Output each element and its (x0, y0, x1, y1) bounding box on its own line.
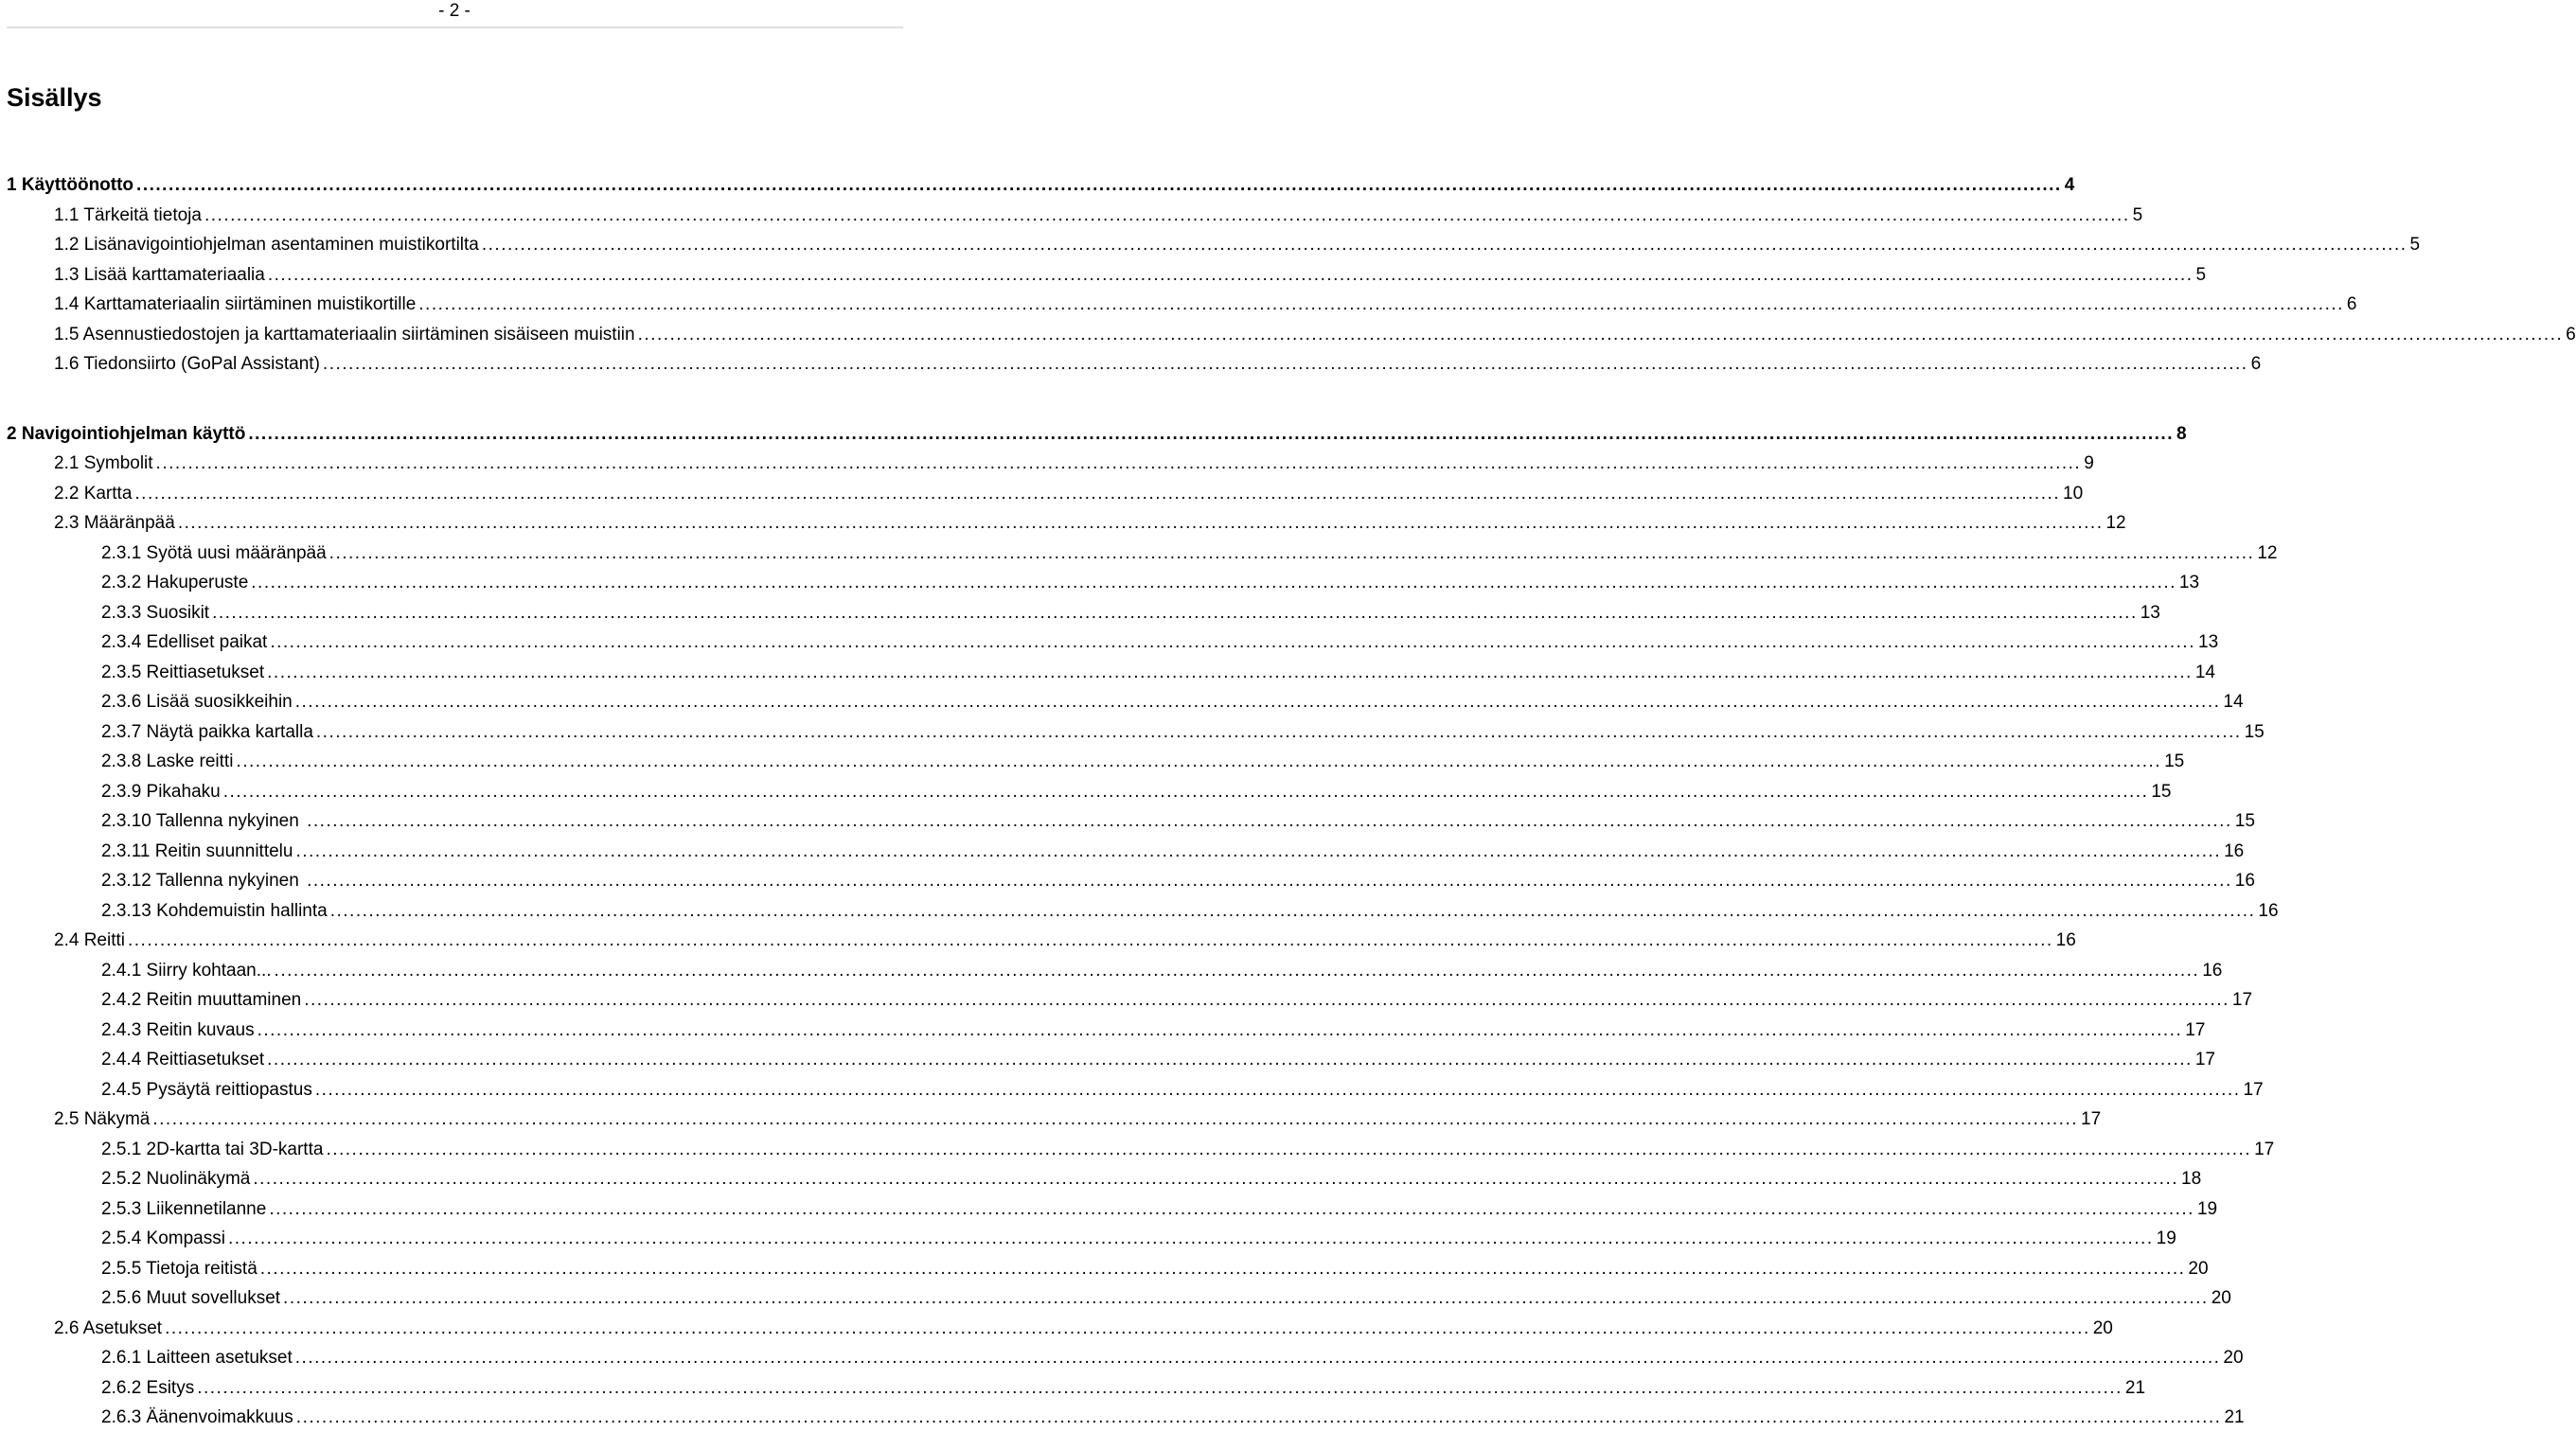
toc-entry-label: 2.4.5 Pysäytä reittiopastus (101, 1080, 312, 1100)
toc-entry-page: 5 (2132, 205, 2143, 225)
toc-entry-label: 2.3.6 Lisää suosikkeihin (101, 692, 293, 712)
toc-dot-leader: ............................................................................................................................................................................................................................................................................................................ (269, 1199, 2194, 1219)
toc-dot-leader: ............................................................................................................................................................................................................................................................................................................ (283, 1288, 2209, 1308)
toc-entry-label: 2.5.6 Muut sovellukset (101, 1288, 281, 1308)
toc-entry-page: 9 (2084, 453, 2094, 473)
toc-entry-page: 5 (2195, 265, 2207, 285)
toc-entry[interactable] (101, 1195, 2218, 1224)
toc-entry[interactable] (54, 450, 2094, 478)
toc-entry-page: 17 (2185, 1020, 2206, 1040)
toc-dot-leader: ............................................................................................................................................................................................................................................................................................................ (274, 961, 2200, 981)
toc-entry-page: 16 (2224, 841, 2245, 861)
toc-entry[interactable] (54, 291, 2357, 319)
toc-entry-page: 17 (2254, 1140, 2275, 1159)
toc-dot-leader: ............................................................................................................................................................................................................................................................................................................ (294, 692, 2221, 712)
toc-entry-label: 1.3 Lisää karttamateriaalia (54, 265, 265, 285)
toc-entry-page: 6 (2346, 294, 2357, 314)
toc-entry-page: 6 (2566, 325, 2576, 345)
toc-entry-page: 20 (2223, 1348, 2244, 1368)
toc-dot-leader: ............................................................................................................................................................................................................................................................................................................ (222, 782, 2149, 802)
toc-entry-label: 2.5 Näkymä (54, 1109, 151, 1129)
toc-entry-label: 2.4.4 Reittiasetukset (101, 1050, 265, 1070)
toc-dot-leader: ............................................................................................................................................................................................................................................................................................................ (152, 1109, 2079, 1129)
toc-entry-label: 2.5.2 Nuolinäkymä (101, 1169, 251, 1189)
toc-entry[interactable] (101, 599, 2160, 628)
toc-entry-page: 16 (2258, 901, 2279, 921)
toc-dot-leader: ............................................................................................................................................................................................................................................................................................................ (307, 811, 2232, 831)
toc-dot-leader: ............................................................................................................................................................................................................................................................................................................ (136, 175, 2062, 195)
toc-entry[interactable] (101, 569, 2200, 597)
toc-dot-leader: ............................................................................................................................................................................................................................................................................................................ (236, 751, 2162, 771)
toc-dot-leader: ............................................................................................................................................................................................................................................................................................................ (267, 265, 2194, 285)
toc-entry-label: 2.3.8 Laske reitti (101, 751, 234, 771)
toc-entry-page: 17 (2243, 1080, 2264, 1100)
toc-entry[interactable] (101, 1255, 2209, 1283)
toc-entry[interactable] (54, 350, 2262, 379)
toc-entry[interactable] (54, 927, 2076, 955)
toc-entry[interactable] (7, 420, 2187, 449)
toc-entry-label: 2.5.3 Liikennetilanne (101, 1199, 267, 1219)
toc-dot-leader: ............................................................................................................................................................................................................................................................................................................ (165, 1318, 2090, 1338)
toc-dot-leader: ............................................................................................................................................................................................................................................................................................................ (248, 424, 2174, 444)
toc-entry-page: 4 (2064, 175, 2075, 195)
toc-entry-page: 16 (2202, 961, 2223, 981)
toc-entry[interactable] (101, 1284, 2231, 1313)
toc-entry-page: 16 (2055, 930, 2076, 950)
toc-entry-label: 1 Käyttöönotto (7, 175, 134, 195)
toc-entry-page: 19 (2196, 1199, 2218, 1219)
toc-entry-page: 20 (2092, 1318, 2113, 1338)
toc-entry-label: 2.3.10 Tallenna nykyinen (101, 811, 305, 831)
toc-entry-label: 2.4.1 Siirry kohtaan... (101, 961, 272, 981)
toc-dot-leader: ............................................................................................................................................................................................................................................................................................................ (481, 235, 2407, 255)
toc-entry[interactable] (101, 867, 2255, 895)
toc-dot-leader: ............................................................................................................................................................................................................................................................................................................ (314, 1080, 2241, 1100)
toc-entry-label: 2.2 Kartta (54, 484, 133, 504)
toc-entry-label: 2.6.3 Äänenvoimakkuus (101, 1407, 293, 1427)
page-number: - 2 - (438, 1, 471, 21)
toc-entry-label: 2.3.4 Edelliset paikat (101, 632, 268, 652)
toc-entry[interactable] (101, 1344, 2244, 1372)
toc-entry[interactable] (54, 1105, 2102, 1134)
toc-entry-label: 2.3.5 Reittiasetukset (101, 663, 265, 682)
toc-entry[interactable] (101, 1017, 2206, 1045)
toc-entry[interactable] (54, 231, 2421, 259)
toc-entry-page: 10 (2063, 484, 2084, 504)
toc-entry-label: 2.3.3 Suosikit (101, 603, 210, 623)
toc-entry-label: 2.1 Symbolit (54, 453, 153, 473)
toc-dot-leader: ............................................................................................................................................................................................................................................................................................................ (329, 901, 2256, 921)
toc-entry[interactable] (101, 1165, 2202, 1193)
toc-entry[interactable] (101, 1225, 2176, 1253)
toc-entry-page: 17 (2194, 1050, 2215, 1070)
toc-entry[interactable] (101, 539, 2278, 568)
toc-entry-page: 12 (2105, 513, 2126, 533)
toc-entry[interactable] (101, 1374, 2146, 1403)
toc-dot-leader: ............................................................................................................................................................................................................................................................................................................ (212, 603, 2138, 623)
toc-entry-label: 2.4 Reitti (54, 930, 125, 950)
toc-entry-label: 1.1 Tärkeitä tietoja (54, 205, 202, 225)
toc-dot-leader: ............................................................................................................................................................................................................................................................................................................ (270, 632, 2195, 652)
toc-entry-label: 2.6 Asetukset (54, 1318, 163, 1338)
toc-dot-leader: ............................................................................................................................................................................................................................................................................................................ (251, 573, 2176, 592)
toc-entry-label: 2.3.7 Näytä paikka kartalla (101, 722, 313, 742)
toc-entry-label: 1.4 Karttamateriaalin siirtäminen muistikortille (54, 294, 417, 314)
toc-entry[interactable] (101, 718, 2265, 747)
toc-dot-leader: ............................................................................................................................................................................................................................................................................................................ (329, 543, 2255, 563)
toc-entry[interactable] (101, 778, 2172, 806)
toc-entry[interactable] (101, 1136, 2275, 1164)
toc-entry-page: 14 (2223, 692, 2244, 712)
toc-entry-page: 20 (2188, 1259, 2209, 1279)
toc-entry-page: 13 (2178, 573, 2200, 592)
toc-entry[interactable] (54, 321, 2576, 349)
toc-entry-label: 2.3.9 Pikahaku (101, 782, 221, 802)
toc-entry-label: 1.2 Lisänavigointiohjelman asentaminen muistikortilta (54, 235, 479, 255)
page-title: Sisällys (7, 83, 102, 112)
toc-entry-label: 2.4.3 Reitin kuvaus (101, 1020, 255, 1040)
toc-entry[interactable] (101, 748, 2185, 776)
toc-dot-leader: ............................................................................................................................................................................................................................................................................................................ (295, 841, 2222, 861)
toc-dot-leader: ............................................................................................................................................................................................................................................................................................................ (257, 1020, 2183, 1040)
toc-entry[interactable] (101, 986, 2253, 1015)
toc-entry-page: 15 (2244, 722, 2265, 742)
toc-entry[interactable] (101, 838, 2245, 866)
toc-entry-label: 1.6 Tiedonsiirto (GoPal Assistant) (54, 354, 320, 374)
toc-dot-leader: ............................................................................................................................................................................................................................................................................................................ (177, 513, 2104, 533)
toc-entry-page: 17 (2231, 990, 2253, 1010)
toc-entry-page: 16 (2234, 871, 2255, 891)
toc-entry-label: 1.5 Asennustiedostojen ja karttamateriaalin siirtäminen sisäiseen muistiin (54, 325, 635, 345)
toc-dot-leader: ............................................................................................................................................................................................................................................................................................................ (155, 453, 2082, 473)
toc-entry-page: 13 (2140, 603, 2160, 623)
toc-entry-label: 2.3.12 Tallenna nykyinen (101, 871, 305, 891)
toc-entry-label: 2.5.1 2D-kartta tai 3D-kartta (101, 1140, 324, 1159)
toc-entry-page: 14 (2194, 663, 2215, 682)
toc-entry[interactable] (54, 1315, 2113, 1343)
toc-entry-label: 2.3 Määränpää (54, 513, 175, 533)
toc-entry-page: 18 (2181, 1169, 2202, 1189)
toc-entry[interactable] (54, 480, 2084, 508)
toc-dot-leader: ............................................................................................................................................................................................................................................................................................................ (637, 325, 2564, 345)
toc-dot-leader: ............................................................................................................................................................................................................................................................................................................ (418, 294, 2344, 314)
toc-entry-label: 2 Navigointiohjelman käyttö (7, 424, 246, 444)
toc-entry-page: 15 (2234, 811, 2255, 831)
toc-entry-page: 17 (2081, 1109, 2102, 1129)
toc-dot-leader: ............................................................................................................................................................................................................................................................................................................ (134, 484, 2061, 504)
toc-entry-page: 19 (2156, 1229, 2176, 1248)
toc-entry[interactable] (54, 261, 2207, 290)
toc-entry[interactable] (101, 1404, 2245, 1432)
toc-entry-label: 2.5.4 Kompassi (101, 1229, 225, 1248)
toc-entry[interactable] (101, 957, 2223, 985)
toc-entry-label: 2.3.2 Hakuperuste (101, 573, 249, 592)
toc-entry-label: 2.3.1 Syötä uusi määränpää (101, 543, 327, 563)
toc-dot-leader: ............................................................................................................................................................................................................................................................................................................ (295, 1407, 2222, 1427)
toc-dot-leader: ............................................................................................................................................................................................................................................................................................................ (307, 871, 2232, 891)
toc-entry[interactable] (54, 202, 2143, 230)
toc-dot-leader: ............................................................................................................................................................................................................................................................................................................ (304, 990, 2230, 1010)
toc-entry-page: 12 (2257, 543, 2278, 563)
toc-entry-page: 8 (2176, 424, 2187, 444)
toc-entry-label: 2.6.2 Esitys (101, 1378, 195, 1398)
toc-dot-leader: ............................................................................................................................................................................................................................................................................................................ (267, 1050, 2193, 1070)
toc-entry[interactable] (101, 897, 2279, 926)
toc-entry-page: 5 (2409, 235, 2421, 255)
toc-entry-page: 15 (2164, 751, 2185, 771)
toc-entry-page: 15 (2151, 782, 2172, 802)
toc-entry-page: 13 (2198, 632, 2219, 652)
toc-dot-leader: ............................................................................................................................................................................................................................................................................................................ (322, 354, 2248, 374)
toc-dot-leader: ............................................................................................................................................................................................................................................................................................................ (197, 1378, 2123, 1398)
toc-entry-page: 21 (2224, 1407, 2245, 1427)
toc-entry[interactable] (101, 688, 2244, 716)
toc-entry-page: 6 (2250, 354, 2262, 374)
toc-entry[interactable] (54, 509, 2126, 538)
toc-dot-leader: ............................................................................................................................................................................................................................................................................................................ (326, 1140, 2252, 1159)
toc-entry-label: 2.3.13 Kohdemuistin hallinta (101, 901, 328, 921)
toc-entry[interactable] (101, 659, 2215, 687)
toc-dot-leader: ............................................................................................................................................................................................................................................................................................................ (127, 930, 2053, 950)
toc-entry[interactable] (101, 807, 2255, 836)
toc-entry-page: 20 (2211, 1288, 2231, 1308)
toc-dot-leader: ............................................................................................................................................................................................................................................................................................................ (259, 1259, 2186, 1279)
toc-entry-label: 2.6.1 Laitteen asetukset (101, 1348, 293, 1368)
toc-entry-label: 2.5.5 Tietoja reitistä (101, 1259, 258, 1279)
toc-entry-page: 21 (2124, 1378, 2146, 1398)
toc-dot-leader: ............................................................................................................................................................................................................................................................................................................ (315, 722, 2242, 742)
toc-entry[interactable] (101, 628, 2219, 657)
toc-dot-leader: ............................................................................................................................................................................................................................................................................................................ (204, 205, 2130, 225)
header-divider (7, 27, 903, 28)
toc-entry-label: 2.3.11 Reitin suunnittelu (101, 841, 293, 861)
toc-entry-label: 2.4.2 Reitin muuttaminen (101, 990, 302, 1010)
toc-entry[interactable] (7, 171, 2075, 200)
toc-dot-leader: ............................................................................................................................................................................................................................................................................................................ (294, 1348, 2221, 1368)
toc-entry[interactable] (101, 1076, 2264, 1105)
toc-dot-leader: ............................................................................................................................................................................................................................................................................................................ (267, 663, 2193, 682)
toc-entry[interactable] (101, 1046, 2215, 1074)
toc-dot-leader: ............................................................................................................................................................................................................................................................................................................ (227, 1229, 2154, 1248)
toc-dot-leader: ............................................................................................................................................................................................................................................................................................................ (253, 1169, 2179, 1189)
